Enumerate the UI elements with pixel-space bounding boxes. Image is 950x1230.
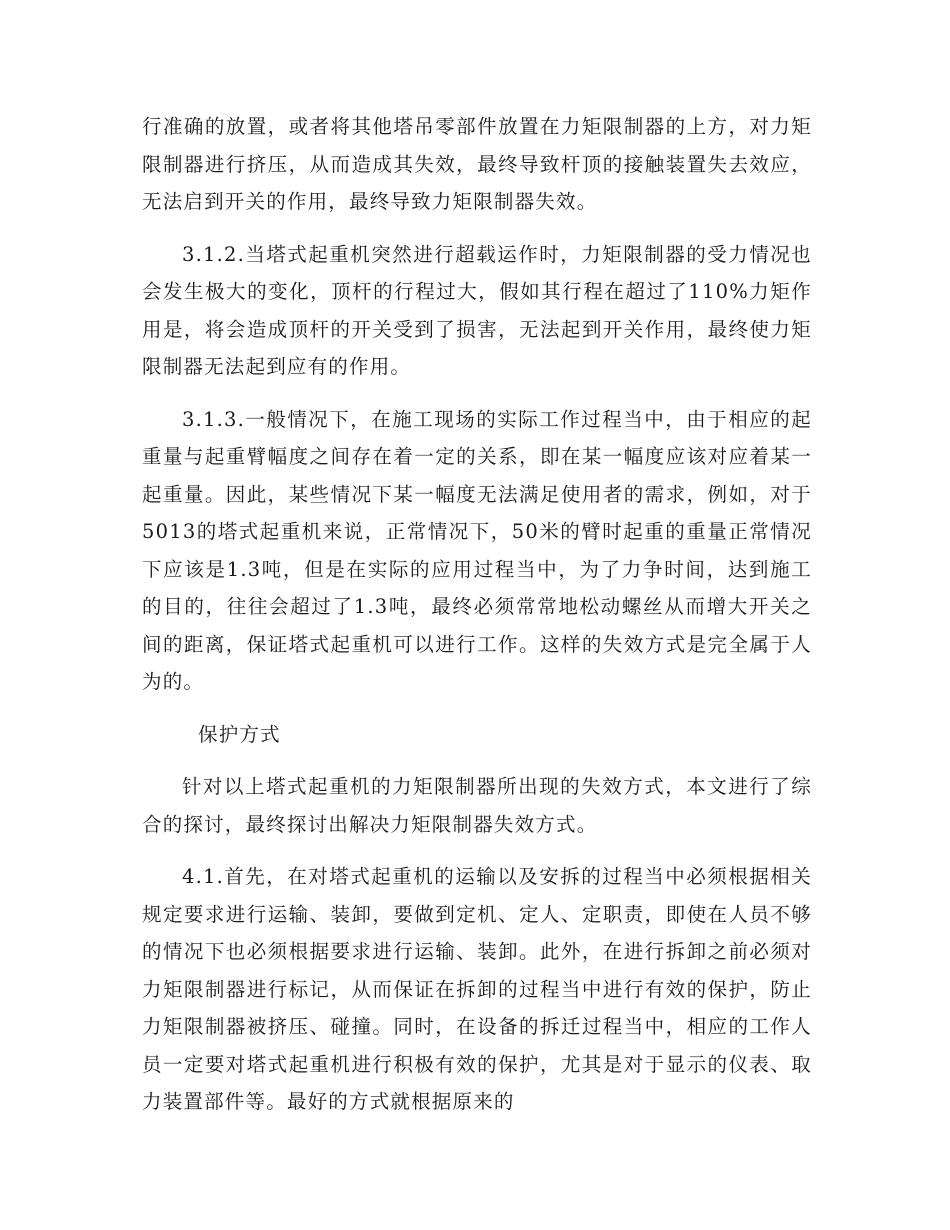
paragraph-4-1: 4.1.首先，在对塔式起重机的运输以及安拆的过程当中必须根据相关规定要求进行运输、装卸，要做到定机、定人、定职责，即使在人员不够的情况下也必须根据要求进行运输、装卸。此外，在进行拆卸之前必须对力矩限制器进行标记，从而保证在拆卸的过程当中进行有效的保护，防止力矩限制器被挤压、碰撞。同时，在设备的拆迁过程当中，相应的工作人员一定要对塔式起重机进行积极有效的保护，尤其是对于显示的仪表、取力装置部件等。最好的方式就根据原来的 (142, 865, 812, 1113)
section-heading: 保护方式 (198, 722, 281, 746)
paragraph-continuation: 行准确的放置，或者将其他塔吊零部件放置在力矩限制器的上方，对力矩限制器进行挤压，从而造成其失效，最终导致杆顶的接触装置失去效应，无法启到开关的作用，最终导致力矩限制器失效。 (142, 115, 812, 213)
paragraph-3-1-2: 3.1.2.当塔式起重机突然进行超载运作时，力矩限制器的受力情况也会发生极大的变化，顶杆的行程过大，假如其行程在超过了110%力矩作用是，将会造成顶杆的开关受到了损害，无法起到开关作用，最终使力矩限制器无法起到应有的作用。 (142, 242, 812, 378)
paragraph-intro: 针对以上塔式起重机的力矩限制器所出现的失效方式，本文进行了综合的探讨，最终探讨出解决力矩限制器失效方式。 (142, 775, 812, 836)
document-body (142, 108, 812, 1136)
paragraph-3-1-3: 3.1.3.一般情况下，在施工现场的实际工作过程当中，由于相应的起重量与起重臂幅度之间存在着一定的关系，即在某一幅度应该对应着某一起重量。因此，某些情况下某一幅度无法满足使用者的需求，例如，对于5013的塔式起重机来说，正常情况下，50米的臂时起重的重量正常情况下应该是1.3吨，但是在实际的应用过程当中，为了力争时间，达到施工的目的，往往会超过了1.3吨，最终必须常常地松动螺丝从而增大开关之间的距离，保证塔式起重机可以进行工作。这样的失效方式是完全属于人为的。 (142, 407, 812, 693)
